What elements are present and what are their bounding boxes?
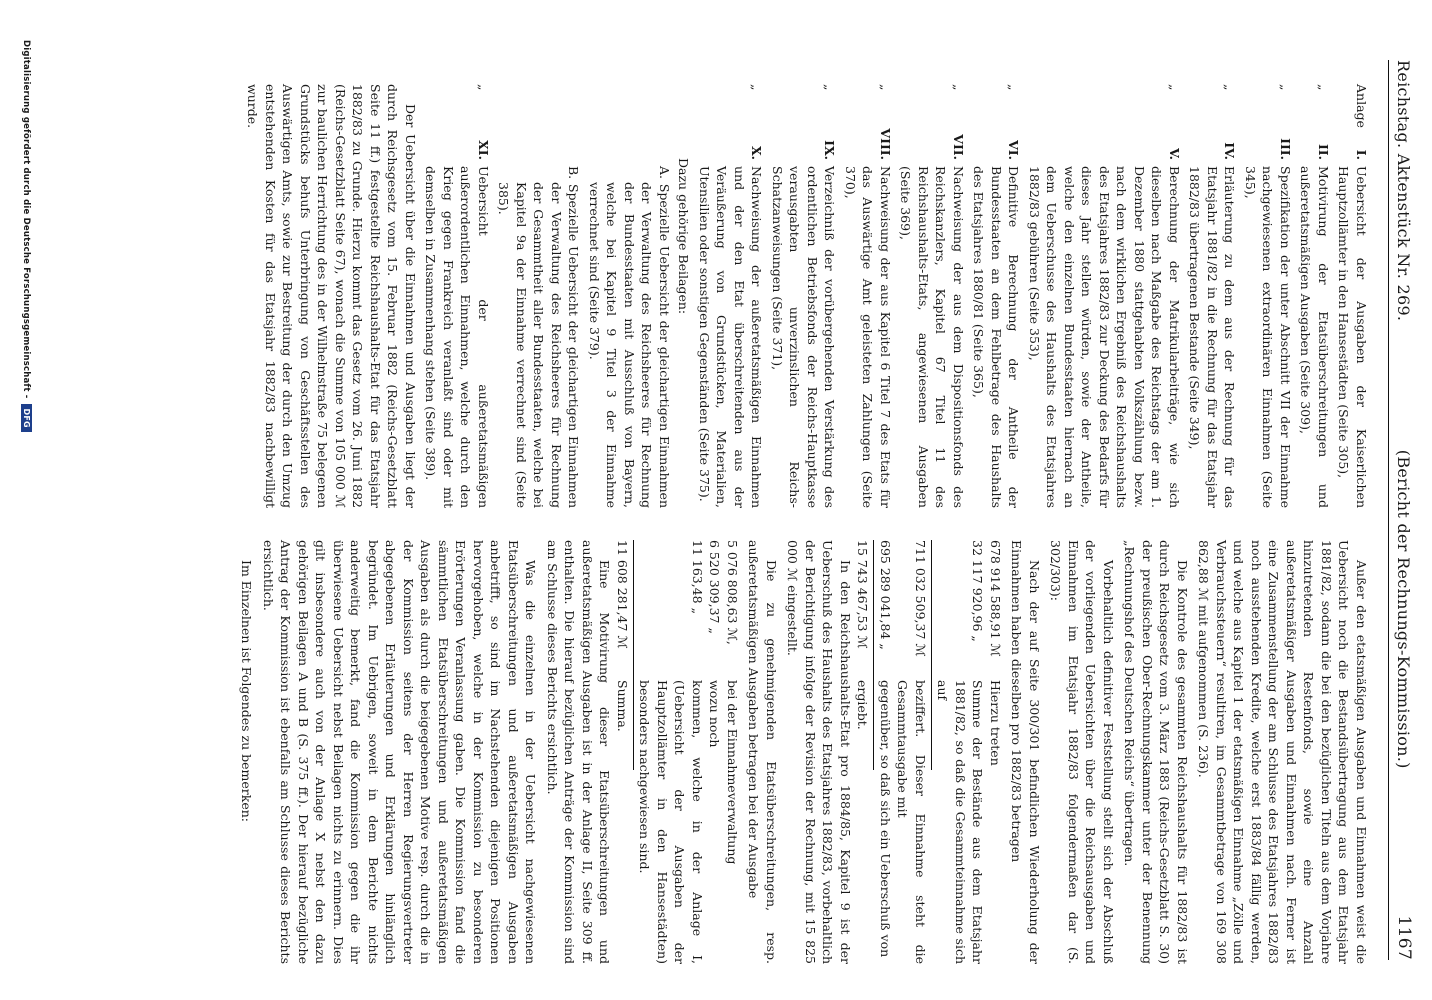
amount-row: 678 914 588,91 ℳ Hierzu treten: [988, 540, 1003, 766]
right-column: [234, 540, 1370, 964]
sum-rule: [633, 540, 634, 770]
amount-row: 11 608 281,47 ℳ Summa.: [615, 540, 630, 732]
paragraph: Die Kontrole des gesammten Reichshaushalts für 1882/83 ist durch Reichsgesetz vom 3. März 1883 (Reichs-Gesetzblatt S. 30) der preußischen Ober-Rechnungskammer unter der Benennung „Rechnungshof des Deutschen Reichs“ übertragen.: [1122, 540, 1190, 964]
paragraph: Eine Motivirung dieser Etatsüberschreitungen und außeretatsmäßigen Ausgaben ist in der Anlage II, Seite 309 ff. enthalten. Die hierauf bezüglichen Anträge der Kommission sind am Schlusse dieses Berichts ersichtlich.: [545, 540, 613, 964]
text-columns: [234, 84, 1370, 964]
beilage-b: B. Spezielle Uebersicht der gleichartigen Einnahmen der Verwaltung des Reichsheeres für Rechnung der Gesammtheit aller Bundesstaaten, welche bei Kapitel 9a der Einnahme verrechnet sind (Seite 385).: [496, 166, 582, 508]
dfg-logo: DFG: [21, 404, 32, 431]
paragraph: Im Einzelnen ist Folgendes zu bemerken:: [239, 560, 255, 823]
anlage-item: „ II. Motivirung der Etatsüberschreitungen und außeretatsmäßigen Ausgaben (Seite 309),: [1298, 84, 1331, 508]
anlage-item: „ VI. Definitive Berechnung der Antheile der Bundesstaaten an dem Fehlbetrage des Haushalts des Etatsjahres 1880/81 (Seite 365),: [971, 84, 1022, 508]
sum-rule: [931, 540, 932, 770]
paragraph: Die zu genehmigenden Etatsüberschreitungen, resp. außeretatsmäßigen Ausgaben betragen bei der Ausgabe: [746, 540, 779, 964]
header-left: Reichstag. Aktenstück Nr. 269.: [1394, 60, 1413, 322]
anlage-item: „ III. Spezifikation der unter Abschnitt VII der Einnahme nachgewiesenen extraordinären Einnahmen (Seite 345),: [1243, 84, 1293, 508]
amount-row: 11 163,48 „ kommen, welche in der Anlage I, (Uebersicht der Ausgaben der Hauptzollämter in den Hansestädten) besonders nachgewiesen sind.: [637, 540, 705, 964]
amount-row: 695 289 041,84 „ gegenüber, so daß sich ein Ueberschuß von: [878, 540, 893, 958]
beilagen-intro: Dazu gehörige Beilagen:: [676, 158, 692, 315]
paragraph: In den Reichshaushalts-Etat pro 1884/85, Kapitel 9 ist der Ueberschuß des Haushalts des Etatsjahres 1882/83, vorbehaltlich der Berichtigung infolge der Revision der Rechnung, mit 15 825 000 ℳ eingestellt.: [785, 540, 853, 964]
paragraph: Außer den etatsmäßigen Ausgaben und Einnahmen weist die Uebersicht noch die Bestandsübertragung aus dem Etatsjahr 1881/82, sodann die bei den bezüglichen Titeln aus dem Vorjahre hinzutretenden Restenfonds, sowie eine Anzahl außeretatsmäßiger Ausgaben und Einnahmen nach. Ferner ist eine Zusammenstellung der am Schlusse des Etatsjahres 1882/83 noch ausstehenden Kredite, welche erst 1883/84 fällig werden, und welche aus Kapitel 1 der etatsmäßigen Einnahme „Zölle und Verbrauchssteuern“ resultiren, im Gesammtbetrage von 169 308 862,88 ℳ mit aufgenommen (S. 236).: [1196, 540, 1369, 964]
beilage-a: A. Spezielle Uebersicht der gleichartigen Einnahmen der Verwaltung des Reichsheeres für Rechnung der Bundesstaaten mit Ausschluß von Bayern, welche bei Kapitel 9 Titel 3 der Einnahme verrechnet sind (Seite 379).: [587, 166, 672, 508]
amount-row: 5 076 808,63 ℳ, bei der Einnahmeverwaltung: [725, 540, 740, 865]
amount-row: 711 032 509,37 ℳ beziffert. Dieser Einnahme steht die Gesammtausgabe mit: [895, 540, 928, 964]
paragraph: Vorbehaltlich definitiver Feststellung stellt sich der Abschluß der vorliegenden Uebersichten über die Reichsausgaben und Einnahmen im Etatsjahr 1882/83 folgendermaßen dar (S. 302/303):: [1048, 540, 1116, 964]
sum-rule: [874, 540, 875, 770]
anlage-item: „ X. Nachweisung der außeretatsmäßigen Einnahmen und der den Etat überschreitenden aus der Veräußerung von Grundstücken, Materialien, Utensilien oder sonstigen Gegenständen (Seite 375).: [697, 84, 765, 508]
amount-row: 6 520 309,37 „ wozu noch: [707, 540, 723, 748]
anlage-item: „ VIII. Nachweisung der aus Kapitel 6 Titel 7 des Etats für das Auswärtige Amt geleisteten Zahlungen (Seite 370),: [843, 84, 893, 508]
amount-row: 15 743 467,53 ℳ ergiebt.: [855, 540, 871, 730]
paragraph: Nach der auf Seite 300/301 befindlichen Wiederholung der Einnahmen haben dieselben pro 1882/83 betragen: [1009, 540, 1042, 964]
page-number: 1167: [1394, 915, 1414, 960]
amount-row: 32 117 920,96 „ Summe der Bestände aus dem Etatsjahr 1881/82, so daß die Gesammteinnahme sich auf: [935, 540, 986, 964]
paragraph: Was die einzelnen in der Uebersicht nachgewiesenen Etatsüberschreitungen und außeretatsmäßigen Ausgaben anbetrifft, so sind im Nachstehenden diejenigen Positionen hervorgehoben, welche in der Kommission zu besonderen Erörterungen Veranlassung gaben. Die Kommission fand die sämmtlichen Etatsüberschreitungen und außeretatsmäßigen Ausgaben als durch die beigegebenen Motive resp. durch die in der Kommission seitens der Herren Regierungsvertreter abgegebenen Erläuterungen und Erklärungen hinlänglich begründet. Im Uebrigen, soweit in dem Berichte nichts anderweitig bemerkt, fand die Kommission gegen die ihr überwiesene Uebersicht nebst Beilagen nichts zu erinnern. Dies gilt insbesondere auch von der Anlage X nebst den dazu gehörigen Beilagen A und B (S. 375 ff.). Der hierauf bezügliche Antrag der Kommission ist ebenfalls am Schlusse dieses Berichts ersichtlich.: [261, 540, 539, 964]
anlage-item: „ V. Berechnung der Matrikularbeiträge, wie sich dieselben nach Maßgabe des Reichstags der am 1. Dezember 1880 stattgehabten Volkszählung bezw. nach dem wirklichen Ergebniß des Reichshaushalts des Etatsjahres 1882/83 zur Deckung des Bedarfs für dieses Jahr stellen würden, sowie der Antheile, welche den einzelnen Bundesstaaten hiernach an dem Ueberschusse des Haushalts des Etatsjahres 1882/83 gebühren (Seite 353),: [1027, 84, 1182, 508]
digitization-footnote: Digitalisierung gefördert durch die Deutsche Forschungsgemeinschaft -DFG: [21, 40, 32, 432]
page-header: [1394, 60, 1432, 960]
anlage-item: „ VII. Nachweisung der aus dem Dispositionsfonds des Reichskanzlers, Kapitel 67 Titel 11 des Reichshaushalts-Etats, angewiesenen Ausgaben (Seite 369),: [898, 84, 966, 508]
left-column: [234, 84, 1370, 508]
header-middle: (Bericht der Rechnungs-Kommission.): [1394, 449, 1413, 769]
header-rule: [1388, 60, 1389, 960]
anlage-item: „ XI. Uebersicht der außeretatsmäßigen außerordentlichen Einnahmen, welche durch den Krieg gegen Frankreich veranlaßt sind oder mit demselben in Zusammenhang stehen (Seite 389).: [423, 84, 491, 508]
closing-paragraph: Der Uebersicht über die Einnahmen und Ausgaben liegt der durch Reichsgesetz vom 15. Februar 1882 (Reichs-Gesetzblatt Seite 11 ff.) festgestellte Reichshaushalts-Etat für das Etatsjahr 1882/83 zu Grunde. Hierzu kommt das Gesetz vom 26. Juni 1882 (Reichs-Gesetzblatt Seite 67), wonach die Summe von 105 000 ℳ zur baulichen Herrichtung des in der Wilhelmstraße 75 belegenen Grundstücks behufs Unterbringung von Geschäftsstellen des Auswärtigen Amts, sowie zur Bestreitung der durch den Umzug entstehenden Kosten für das Etatsjahr 1882/83 nachbewilligt wurde.: [245, 84, 418, 508]
anlage-item: „ IX. Verzeichniß der vorübergehenden Verstärkung des ordentlichen Betriebsfonds der Reichs-Hauptkasse verausgabten unverzinslichen Reichs-Schatzanweisungen (Seite 371),: [770, 84, 838, 508]
anlage-item: „ IV. Erläuterung zu dem aus der Rechnung für das Etatsjahr 1881/82 in die Rechnung für das Etatsjahr 1882/83 übertragenen Bestande (Seite 349),: [1187, 84, 1238, 508]
anlage-item: Anlage I. Uebersicht der Ausgaben der Kaiserlichen Hauptzollämter in den Hansestädten (Seite 305),: [1336, 84, 1369, 508]
